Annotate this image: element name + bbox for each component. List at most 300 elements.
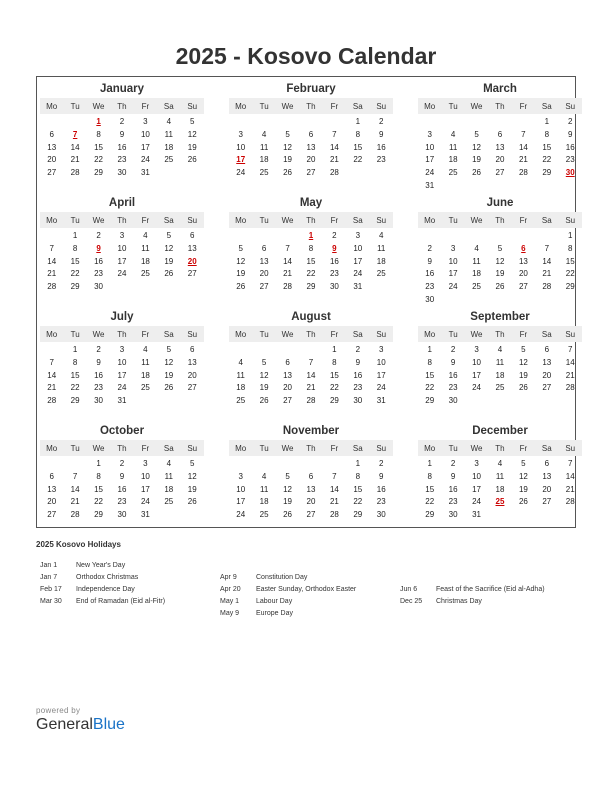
day-cell: 10: [353, 243, 363, 253]
day-cell: 28: [47, 396, 57, 406]
day-cell: 6: [190, 231, 195, 240]
month-october: [40, 423, 204, 522]
weekday-label: Tu: [70, 329, 80, 339]
day-cell: 22: [329, 383, 339, 393]
day-cell: 12: [259, 370, 269, 380]
weekday-label: Su: [565, 215, 576, 225]
day-cell: 14: [329, 142, 339, 152]
day-cell: 28: [47, 282, 57, 292]
day-cell: 1: [544, 117, 550, 126]
day-cell: 18: [164, 484, 174, 494]
day-cell: 8: [544, 129, 550, 139]
weekday-label: Su: [376, 215, 387, 225]
holiday-day: 25: [495, 497, 505, 507]
empty-cell: [512, 116, 535, 129]
holiday-name: Orthodox Christmas: [76, 574, 139, 581]
calendar-frame: [36, 76, 576, 528]
day-cell: 12: [472, 142, 481, 152]
day-cell: 7: [568, 345, 573, 354]
weekday-label: Tu: [448, 443, 458, 453]
weekday-label: Mo: [46, 329, 58, 339]
month-april: [40, 195, 204, 294]
holiday-row: [220, 572, 356, 584]
day-cell: 25: [140, 269, 150, 279]
day-cell: 9: [119, 471, 125, 481]
day-cell: 30: [376, 510, 386, 520]
day-cell: 27: [518, 282, 528, 292]
day-cell: 20: [518, 269, 528, 279]
day-cell: 5: [474, 129, 479, 139]
weekday-label: We: [92, 215, 105, 225]
day-cell: 20: [47, 155, 57, 165]
day-cell: 24: [140, 497, 150, 507]
weekday-label: Fr: [330, 215, 339, 225]
month-title: March: [483, 83, 517, 95]
day-cell: 3: [474, 459, 479, 468]
weekday-label: Tu: [448, 101, 458, 111]
weekday-label: We: [92, 329, 105, 339]
holiday-name: Feast of the Sacrifice (Eid al-Adha): [436, 586, 545, 593]
month-june: [418, 195, 582, 307]
holiday-date: Apr 9: [220, 574, 237, 581]
day-cell: 21: [283, 269, 292, 279]
day-cell: 12: [283, 142, 292, 152]
empty-cell: [252, 116, 275, 129]
day-cell: 7: [72, 471, 78, 481]
day-cell: 26: [164, 383, 174, 393]
month-title: April: [108, 197, 136, 209]
day-cell: 1: [72, 231, 78, 240]
day-cell: 24: [448, 282, 458, 292]
day-cell: 11: [377, 243, 386, 253]
weekday-label: Sa: [352, 215, 363, 225]
day-cell: 23: [353, 383, 363, 393]
day-cell: 4: [261, 129, 267, 139]
day-cell: 3: [119, 231, 125, 240]
holiday-day: 30: [565, 168, 575, 178]
empty-cell: [63, 116, 86, 129]
holidays-heading: 2025 Kosovo Holidays: [36, 540, 121, 549]
empty-cell: [229, 230, 252, 243]
day-cell: 22: [353, 155, 363, 165]
day-cell: 31: [376, 396, 386, 406]
day-cell: 5: [166, 345, 172, 354]
day-cell: 13: [47, 142, 57, 152]
empty-cell: [40, 230, 63, 243]
day-cell: 29: [542, 168, 552, 178]
day-grid: [40, 344, 204, 408]
day-cell: 15: [70, 370, 80, 380]
day-cell: 5: [261, 357, 267, 367]
day-cell: 7: [332, 471, 337, 481]
day-cell: 18: [448, 155, 458, 165]
day-cell: 21: [518, 155, 528, 165]
weekday-label: Sa: [163, 329, 174, 339]
holiday-row: [400, 584, 545, 596]
day-cell: 14: [70, 142, 80, 152]
generalblue-logo: [36, 716, 125, 734]
month-title: September: [470, 311, 530, 323]
holiday-row: [220, 596, 356, 608]
holiday-day: 1: [96, 117, 101, 126]
month-title: June: [486, 197, 514, 209]
month-title: July: [110, 311, 134, 323]
month-december: [418, 423, 582, 522]
weekday-header: [40, 98, 204, 114]
day-cell: 22: [70, 383, 80, 393]
day-cell: 17: [425, 155, 435, 165]
day-cell: 17: [117, 370, 127, 380]
day-cell: 23: [329, 269, 339, 279]
day-cell: 22: [70, 269, 80, 279]
day-cell: 6: [285, 357, 290, 367]
weekday-label: We: [470, 443, 483, 453]
day-cell: 3: [238, 129, 243, 139]
day-cell: 1: [568, 231, 573, 240]
holiday-date: Dec 25: [400, 598, 423, 605]
day-cell: 1: [427, 345, 432, 354]
day-cell: 27: [187, 383, 197, 393]
weekday-label: Sa: [163, 443, 174, 453]
day-cell: 28: [565, 497, 575, 507]
page-title: 2025 - Kosovo Calendar: [175, 43, 437, 69]
empty-cell: [276, 230, 299, 243]
day-cell: 30: [94, 282, 103, 292]
holiday-name: Independence Day: [76, 586, 135, 593]
day-cell: 18: [495, 484, 505, 494]
weekday-label: Sa: [352, 329, 363, 339]
weekday-label: We: [281, 101, 294, 111]
empty-cell: [229, 116, 252, 129]
day-cell: 8: [96, 471, 101, 481]
day-cell: 21: [47, 269, 57, 279]
empty-cell: [276, 116, 299, 129]
day-cell: 27: [542, 497, 552, 507]
day-cell: 30: [117, 168, 127, 178]
day-cell: 21: [565, 484, 575, 494]
day-cell: 14: [329, 484, 339, 494]
weekday-label: Mo: [424, 329, 436, 339]
day-cell: 10: [117, 357, 127, 367]
day-cell: 30: [353, 396, 363, 406]
day-cell: 12: [187, 129, 197, 139]
day-cell: 28: [565, 383, 575, 393]
holiday-column: [220, 572, 356, 620]
day-cell: 14: [565, 471, 575, 481]
day-cell: 2: [379, 459, 384, 468]
weekday-label: Su: [565, 443, 576, 453]
day-cell: 24: [472, 497, 481, 507]
month-september: [418, 309, 582, 408]
empty-cell: [40, 344, 63, 357]
day-cell: 9: [568, 129, 573, 139]
day-grid: [418, 458, 582, 522]
day-cell: 11: [495, 357, 505, 367]
day-cell: 19: [164, 256, 174, 266]
day-cell: 13: [306, 142, 316, 152]
day-cell: 2: [379, 117, 384, 126]
day-cell: 25: [236, 396, 246, 406]
empty-cell: [299, 344, 322, 357]
day-cell: 27: [306, 168, 316, 178]
empty-cell: [323, 458, 346, 471]
holiday-day: 7: [72, 129, 78, 139]
weekday-label: Th: [306, 329, 316, 339]
day-cell: 26: [495, 282, 505, 292]
weekday-label: Mo: [46, 101, 58, 111]
day-cell: 11: [164, 129, 173, 139]
holiday-day: 17: [236, 155, 246, 165]
day-cell: 2: [96, 231, 101, 240]
day-cell: 14: [47, 370, 57, 380]
weekday-label: Fr: [330, 101, 339, 111]
day-cell: 18: [164, 142, 174, 152]
day-cell: 28: [329, 168, 339, 178]
day-cell: 29: [94, 510, 103, 520]
day-cell: 2: [568, 117, 573, 126]
month-title: January: [99, 83, 145, 95]
day-cell: 25: [448, 168, 458, 178]
empty-cell: [63, 458, 86, 471]
month-march: [418, 81, 582, 193]
day-cell: 13: [47, 484, 57, 494]
empty-cell: [40, 458, 63, 471]
day-cell: 11: [472, 256, 481, 266]
holiday-name: Constitution Day: [256, 574, 308, 581]
day-cell: 10: [236, 484, 246, 494]
day-cell: 13: [187, 357, 197, 367]
day-cell: 6: [544, 345, 550, 354]
day-cell: 4: [143, 231, 148, 240]
day-cell: 31: [353, 282, 363, 292]
day-cell: 20: [542, 370, 552, 380]
holiday-name: Christmas Day: [436, 598, 482, 605]
day-cell: 19: [518, 484, 528, 494]
day-cell: 8: [96, 129, 101, 139]
weekday-label: We: [281, 329, 294, 339]
day-cell: 13: [495, 142, 505, 152]
day-cell: 25: [495, 383, 505, 393]
weekday-label: Su: [376, 101, 387, 111]
day-cell: 29: [94, 168, 103, 178]
month-title: October: [99, 425, 145, 437]
day-cell: 9: [355, 357, 361, 367]
day-cell: 16: [376, 142, 386, 152]
day-cell: 4: [497, 345, 503, 354]
holiday-name: End of Ramadan (Eid al-Fitr): [76, 598, 166, 605]
day-cell: 13: [306, 484, 316, 494]
day-cell: 4: [379, 231, 384, 240]
month-august: [229, 309, 393, 408]
weekday-label: Fr: [141, 101, 150, 111]
day-cell: 31: [117, 396, 127, 406]
day-cell: 11: [259, 142, 269, 152]
day-cell: 4: [166, 459, 172, 468]
weekday-label: Tu: [70, 215, 80, 225]
footer-brand: [36, 706, 125, 734]
weekday-label: Th: [495, 101, 505, 111]
day-cell: 15: [94, 142, 103, 152]
day-cell: 7: [544, 243, 550, 253]
empty-cell: [299, 458, 322, 471]
day-cell: 7: [521, 129, 526, 139]
day-cell: 12: [495, 256, 505, 266]
weekday-label: Tu: [259, 443, 269, 453]
holiday-row: [40, 584, 165, 596]
day-cell: 12: [187, 471, 197, 481]
day-cell: 24: [236, 168, 246, 178]
day-cell: 6: [497, 129, 503, 139]
day-cell: 12: [518, 471, 528, 481]
day-cell: 14: [283, 256, 292, 266]
brand-general: General: [36, 716, 93, 733]
weekday-label: We: [281, 443, 294, 453]
day-cell: 29: [70, 396, 80, 406]
weekday-label: Mo: [235, 443, 247, 453]
weekday-label: Fr: [519, 101, 528, 111]
day-cell: 7: [49, 357, 54, 367]
day-cell: 26: [164, 269, 174, 279]
day-cell: 23: [425, 282, 435, 292]
day-cell: 26: [236, 282, 246, 292]
day-cell: 6: [261, 243, 267, 253]
day-cell: 15: [329, 370, 339, 380]
weekday-label: Th: [306, 101, 316, 111]
weekday-label: Th: [306, 443, 316, 453]
weekday-header: [40, 440, 204, 456]
day-cell: 20: [542, 484, 552, 494]
day-cell: 4: [238, 357, 243, 367]
day-cell: 19: [518, 370, 528, 380]
weekday-label: We: [281, 215, 294, 225]
day-cell: 17: [472, 370, 481, 380]
day-cell: 9: [379, 471, 384, 481]
weekday-label: Mo: [424, 443, 436, 453]
holiday-date: May 1: [220, 598, 240, 605]
day-cell: 27: [542, 383, 552, 393]
holiday-date: Jan 1: [40, 562, 58, 569]
empty-cell: [229, 344, 252, 357]
weekday-label: Sa: [541, 215, 552, 225]
day-cell: 15: [542, 142, 552, 152]
day-cell: 20: [306, 155, 316, 165]
day-cell: 22: [94, 155, 103, 165]
day-cell: 5: [521, 459, 526, 468]
day-cell: 9: [450, 357, 456, 367]
day-cell: 4: [474, 243, 479, 253]
day-cell: 16: [353, 370, 363, 380]
day-cell: 24: [117, 269, 127, 279]
weekday-header: [418, 98, 582, 114]
day-cell: 21: [329, 497, 339, 507]
day-cell: 7: [49, 243, 54, 253]
day-grid: [229, 344, 393, 408]
day-cell: 16: [94, 370, 103, 380]
day-cell: 19: [187, 484, 197, 494]
day-grid: [40, 116, 204, 180]
day-cell: 23: [448, 383, 458, 393]
day-cell: 1: [332, 345, 337, 354]
holiday-day: 9: [332, 243, 337, 253]
weekday-header: [418, 212, 582, 228]
day-cell: 12: [518, 357, 528, 367]
day-cell: 25: [164, 497, 174, 507]
weekday-label: Mo: [46, 215, 58, 225]
day-cell: 8: [355, 129, 361, 139]
weekday-label: Mo: [235, 215, 247, 225]
weekday-header: [229, 440, 393, 456]
day-cell: 29: [329, 396, 339, 406]
month-title: May: [299, 197, 323, 209]
day-cell: 24: [236, 510, 246, 520]
day-cell: 17: [353, 256, 363, 266]
day-cell: 2: [427, 243, 432, 253]
weekday-label: Th: [117, 101, 127, 111]
day-cell: 23: [376, 497, 386, 507]
day-cell: 25: [259, 510, 269, 520]
day-cell: 8: [332, 357, 337, 367]
weekday-label: Su: [187, 101, 198, 111]
weekday-label: Su: [187, 443, 198, 453]
day-cell: 20: [283, 383, 292, 393]
weekday-label: Th: [495, 443, 505, 453]
day-cell: 4: [143, 345, 148, 354]
day-cell: 18: [376, 256, 386, 266]
holiday-column: [400, 584, 545, 608]
holiday-row: [220, 608, 356, 620]
day-cell: 19: [283, 497, 292, 507]
day-cell: 19: [472, 155, 481, 165]
holiday-name: Labour Day: [256, 598, 293, 605]
month-title: November: [282, 425, 340, 437]
day-cell: 15: [94, 484, 103, 494]
day-cell: 2: [119, 117, 125, 126]
day-cell: 7: [285, 243, 290, 253]
empty-cell: [299, 116, 322, 129]
day-cell: 22: [353, 497, 363, 507]
day-cell: 15: [425, 484, 435, 494]
weekday-label: Su: [376, 443, 387, 453]
weekday-label: Fr: [141, 329, 150, 339]
weekday-header: [229, 212, 393, 228]
day-cell: 15: [353, 484, 363, 494]
day-cell: 19: [283, 155, 292, 165]
holiday-day: 6: [521, 243, 526, 253]
day-cell: 5: [190, 459, 195, 468]
day-cell: 14: [70, 484, 80, 494]
holiday-date: Jun 6: [400, 586, 418, 593]
day-cell: 13: [542, 357, 552, 367]
day-cell: 8: [427, 357, 432, 367]
month-february: [229, 81, 393, 180]
day-cell: 8: [568, 243, 573, 253]
day-cell: 28: [70, 168, 80, 178]
weekday-label: Tu: [259, 215, 269, 225]
day-cell: 20: [306, 497, 316, 507]
day-cell: 9: [450, 471, 456, 481]
day-cell: 11: [448, 142, 458, 152]
day-cell: 5: [190, 117, 195, 126]
day-grid: [418, 230, 582, 307]
day-cell: 17: [140, 142, 150, 152]
day-cell: 5: [521, 345, 526, 354]
weekday-label: Tu: [448, 329, 458, 339]
day-cell: 9: [427, 256, 432, 266]
weekday-label: Tu: [70, 443, 80, 453]
day-cell: 12: [164, 357, 174, 367]
day-cell: 6: [308, 129, 314, 139]
holiday-row: [400, 596, 545, 608]
